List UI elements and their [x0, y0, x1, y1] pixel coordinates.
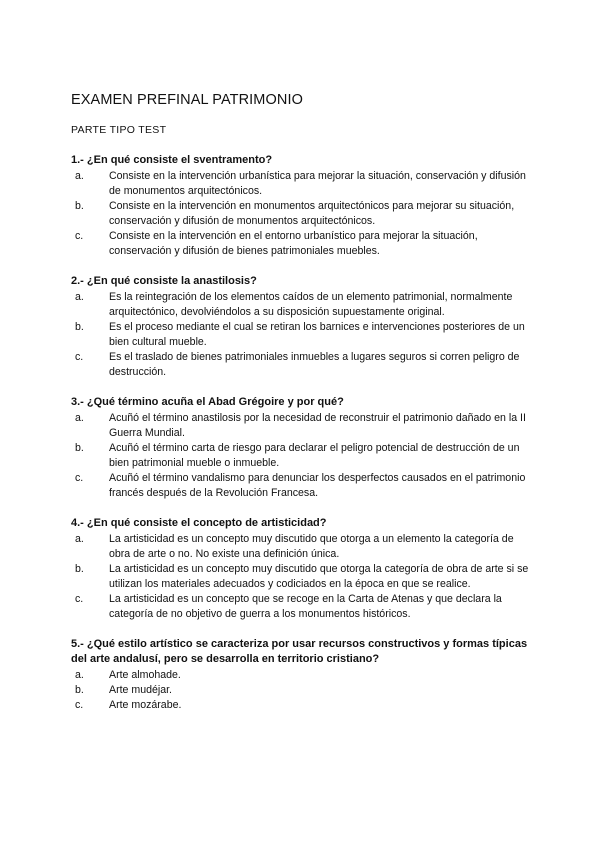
- option-text: Consiste en la intervención urbanística para mejorar la situación, conservación y difusión de monumentos arquitectónicos.: [109, 170, 526, 197]
- option-text: Acuñó el término anastilosis por la necesidad de reconstruir el patrimonio dañado en la II Guerra Mundial.: [109, 412, 526, 439]
- option-letter: c.: [75, 230, 84, 242]
- answer-option: [71, 199, 531, 229]
- option-letter: b.: [75, 200, 84, 212]
- option-letter: a.: [75, 412, 84, 424]
- option-text: La artisticidad es un concepto muy discutido que otorga la categoría de obra de arte si se utilizan los materiales adecuados y codiciados en la época en que se realice.: [109, 563, 529, 590]
- option-text: Consiste en la intervención en el entorno urbanístico para mejorar la situación, conservación y difusión de bienes patrimoniales muebles.: [109, 230, 478, 257]
- question-text: 2.- ¿En qué consiste la anastilosis?: [71, 275, 257, 287]
- question-5: [71, 637, 531, 713]
- answer-option: [71, 668, 531, 683]
- option-text: Arte almohade.: [109, 669, 181, 681]
- answer-option: [71, 562, 531, 592]
- option-text: Arte mudéjar.: [109, 684, 173, 696]
- answer-option: [71, 169, 531, 199]
- option-text: Es el traslado de bienes patrimoniales inmuebles a lugares seguros si corren peligro de destrucción.: [109, 351, 520, 378]
- question-1: [71, 153, 531, 259]
- question-2: [71, 274, 531, 380]
- question-text: 3.- ¿Qué término acuña el Abad Grégoire y por qué?: [71, 396, 344, 408]
- answer-option: [71, 698, 531, 713]
- option-letter: a.: [75, 669, 84, 681]
- answer-option: [71, 592, 531, 622]
- option-letter: b.: [75, 563, 84, 575]
- answer-option: [71, 683, 531, 698]
- option-letter: a.: [75, 533, 84, 545]
- option-letter: c.: [75, 699, 84, 711]
- answer-option: [71, 441, 531, 471]
- option-text: La artisticidad es un concepto que se recoge en la Carta de Atenas y que declara la categoría de no objetivo de guerra a los monumentos históricos.: [109, 593, 502, 620]
- answer-option: [71, 229, 531, 259]
- answer-option: [71, 290, 531, 320]
- question-text: 5.- ¿Qué estilo artístico se caracteriza por usar recursos constructivos y formas típicas del arte andalusí, pero se desarrolla en territorio cristiano?: [71, 638, 528, 665]
- option-letter: b.: [75, 684, 84, 696]
- option-text: Consiste en la intervención en monumentos arquitectónicos para mejorar su situación, conservación y difusión de monumentos arquitectónicos.: [109, 200, 515, 227]
- document-title: EXAMEN PREFINAL PATRIMONIO: [71, 92, 303, 108]
- question-list: [71, 153, 531, 728]
- question-text: 4.- ¿En qué consiste el concepto de artisticidad?: [71, 517, 327, 529]
- option-text: Acuñó el término carta de riesgo para declarar el peligro potencial de destrucción de un bien patrimonial mueble o inmueble.: [109, 442, 520, 469]
- section-subtitle: PARTE TIPO TEST: [71, 124, 167, 136]
- question-3: [71, 395, 531, 501]
- option-text: Es la reintegración de los elementos caídos de un elemento patrimonial, normalmente arquitectónico, devolviéndolos a su disposición supuestamente original.: [109, 291, 513, 318]
- question-4: [71, 516, 531, 622]
- answer-option: [71, 532, 531, 562]
- option-letter: c.: [75, 593, 84, 605]
- question-text: 1.- ¿En qué consiste el sventramento?: [71, 154, 273, 166]
- answer-option: [71, 320, 531, 350]
- option-letter: b.: [75, 321, 84, 333]
- option-text: La artisticidad es un concepto muy discutido que otorga a un elemento la categoría de obra de arte o no. No existe una definición única.: [109, 533, 514, 560]
- option-letter: a.: [75, 170, 84, 182]
- option-letter: c.: [75, 472, 84, 484]
- answer-option: [71, 350, 531, 380]
- option-letter: b.: [75, 442, 84, 454]
- option-letter: a.: [75, 291, 84, 303]
- answer-option: [71, 411, 531, 441]
- option-text: Es el proceso mediante el cual se retiran los barnices e intervenciones posteriores de un bien cultural mueble.: [109, 321, 525, 348]
- answer-option: [71, 471, 531, 501]
- option-text: Acuñó el término vandalismo para denunciar los desperfectos causados en el patrimonio francés después de la Revolución Francesa.: [109, 472, 526, 499]
- option-letter: c.: [75, 351, 84, 363]
- option-text: Arte mozárabe.: [109, 699, 182, 711]
